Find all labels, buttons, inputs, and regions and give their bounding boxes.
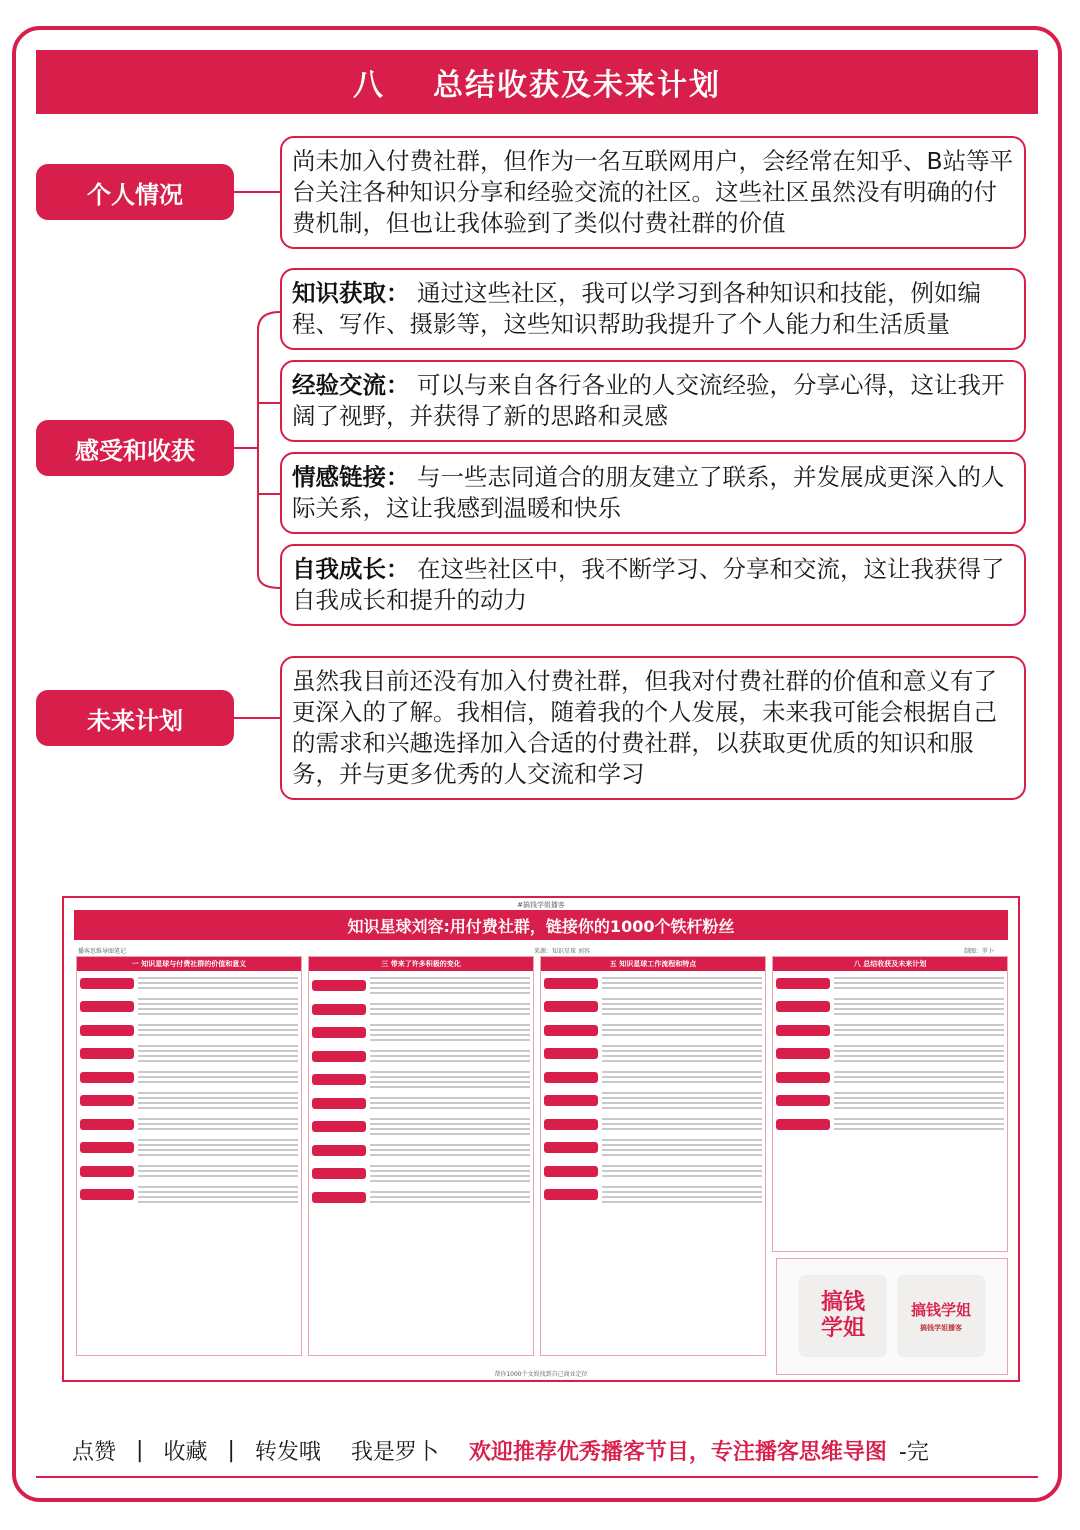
- gain-text: 在这些社区中，我不断学习、分享和交流，这让我获得了自我成长和提升的动力: [292, 555, 1005, 614]
- divider: |: [136, 1437, 144, 1463]
- thumbnail-right-sub: 制图：罗卜: [964, 948, 995, 955]
- end-mark: -完: [898, 1439, 929, 1465]
- gain-text: 与一些志同道合的朋友建立了联系，并发展成更深入的人际关系，这让我感到温暖和快乐: [292, 463, 1005, 522]
- gain-box-emotion: [280, 452, 1026, 534]
- label-future: 未来计划: [36, 690, 234, 746]
- gain-title: 知识获取：: [292, 279, 410, 307]
- collect-link[interactable]: 收藏: [163, 1439, 208, 1465]
- section-title: 总结收获及未来计划: [433, 68, 721, 103]
- thumbnail-column-head: 五 知识星球工作流程和特点: [541, 957, 765, 971]
- gain-box-experience: [280, 360, 1026, 442]
- future-text: 虽然我目前还没有加入付费社群，但我对付费社群的价值和意义有了更深入的了解。我相信，随着我的个人发展，未来我可能会根据自己的需求和兴趣选择加入合适的付费社群，以获取更优质的知识和服务，并与更多优秀的人交流和学习: [292, 667, 997, 788]
- thumbnail-column: [540, 956, 766, 1356]
- gain-text: 通过这些社区，我可以学习到各种知识和技能，例如编程、写作、摄影等，这些知识帮助我提升了个人能力和生活质量: [292, 279, 981, 338]
- thumbnail-left-sub: 播客思维导图笔记: [78, 948, 127, 955]
- gain-title: 自我成长：: [292, 555, 410, 583]
- divider: |: [227, 1437, 235, 1463]
- thumbnail-title: 知识星球刘容:用付费社群，链接你的1000个铁杆粉丝: [74, 910, 1008, 940]
- thumbnail-column: [308, 956, 534, 1356]
- future-text-box: [280, 656, 1026, 800]
- personal-text: 尚未加入付费社群，但作为一名互联网用户，会经常在知乎、B站等平台关注各种知识分享和经验交流的社区。这些社区虽然没有明确的付费机制，但也让我体验到了类似付费社群的价值: [292, 147, 1014, 237]
- mindmap-thumbnail: [62, 896, 1020, 1382]
- label-personal: 个人情况: [36, 164, 234, 220]
- gain-box-knowledge: [280, 268, 1026, 350]
- gain-box-growth: [280, 544, 1026, 626]
- gain-text: 可以与来自各行各业的人交流经验，分享心得，这让我开阔了视野，并获得了新的思路和灵感: [292, 371, 1005, 430]
- author-name: 我是罗卜: [350, 1439, 439, 1465]
- brand-logo-right: 搞钱学姐 搞钱学姐播客: [897, 1275, 985, 1357]
- section-number: 八: [353, 68, 385, 103]
- thumbnail-logo-area: [776, 1258, 1008, 1375]
- share-link[interactable]: 转发哦: [254, 1439, 321, 1465]
- label-gains: 感受和收获: [36, 420, 234, 476]
- footer-divider: [36, 1476, 1038, 1478]
- promo-text: 欢迎推荐优秀播客节目，专注播客思维导图: [468, 1439, 887, 1465]
- thumbnail-column-head: 八 总结收获及未来计划: [773, 957, 1007, 971]
- personal-text-box: [280, 136, 1026, 249]
- thumbnail-column: [76, 956, 302, 1356]
- gain-title: 经验交流：: [292, 371, 410, 399]
- thumbnail-mid-sub: 来源：知识星球 刘容: [534, 948, 590, 955]
- thumbnail-column-head: 三 带来了许多积极的变化: [309, 957, 533, 971]
- thumbnail-column-head: 一 知识星球与付费社群的价值和意义: [77, 957, 301, 971]
- like-link[interactable]: 点赞: [72, 1439, 117, 1465]
- thumbnail-top-caption: #搞钱学姐播客: [517, 901, 565, 909]
- footer: [72, 1432, 1032, 1468]
- thumbnail-column: [772, 956, 1008, 1252]
- brand-logo-left: 搞钱学姐: [799, 1275, 887, 1357]
- thumbnail-bottom-caption: 帮你1000个文娱找到自己商业定位: [494, 1371, 588, 1378]
- gain-title: 情感链接：: [292, 463, 410, 491]
